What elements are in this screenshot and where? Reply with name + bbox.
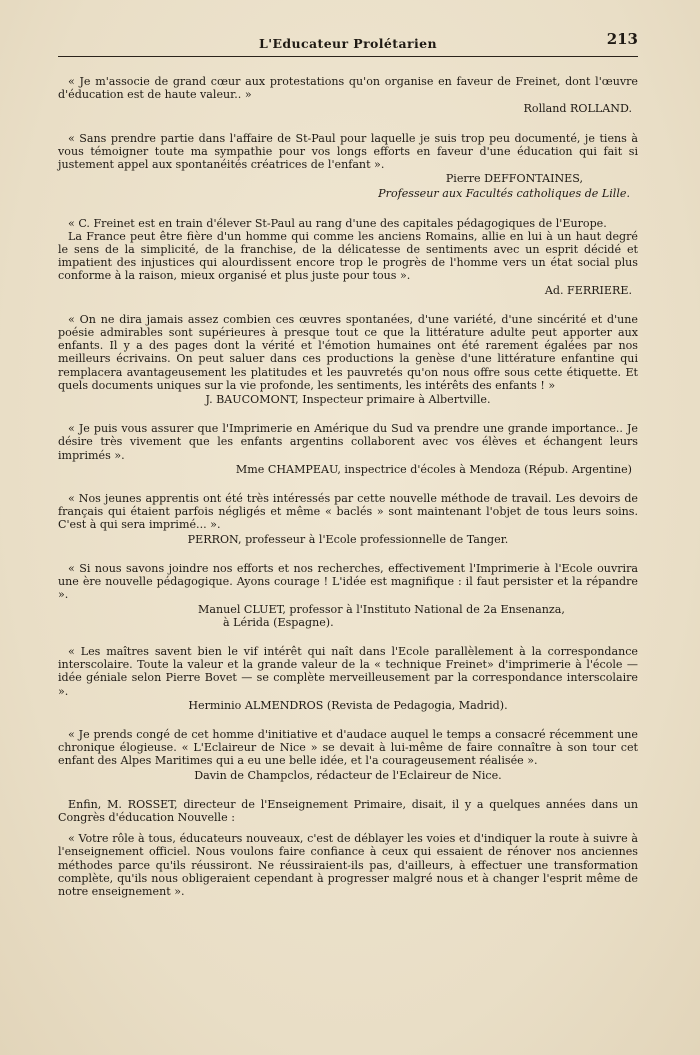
quote-text: « Je puis vous assurer que l'Imprimerie en Amérique du Sud va prendre une grande importance.. Je désire très vivement que les enfants argentins collaborent avec vos élèves et échangent leurs imprimés ». — [58, 422, 638, 462]
signature: Herminio ALMENDROS (Revista de Pedagogia, Madrid). — [188, 698, 508, 712]
closing-quote: « Votre rôle à tous, éducateurs nouveaux, c'est de déblayer les voies et d'indiquer la route à suivre à l'enseignement officiel. Nous voulons faire confiance à ceux qui essaient de rénover nos anciennes méthodes parce qu'ils réussiront. Ne réussiraient-ils pas, d'ailleurs, à effectuer une transformation complète, qu'ils nous obligeraient cependant à progresser malgré nous et à changer l'esprit même de notre enseignement ». — [58, 832, 638, 898]
testimony-rolland — [58, 75, 638, 116]
testimony-deffontaines — [58, 132, 638, 201]
quote-text: « On ne dira jamais assez combien ces œuvres spontanées, d'une variété, d'une sincérité et d'une poésie admirables sont supérieures à presque tout ce que la littérature adulte peut apporter aux enfants. Il y a des pages dont la vérité et l'émotion humaines ont été rarement égalées par nos meilleurs écrivains. On peut saluer dans ces productions la genèse d'une littérature enfantine qui remplacera avantageusement les platitudes et les pauvretés qu'on nous offre sous cette étiquette. Et quels documents uniques sur la vie profonde, les sentiments, les intérêts des enfants ! » — [58, 312, 638, 392]
page-number: 213 — [606, 30, 638, 48]
testimony-cluet — [58, 562, 638, 629]
quote-text: « Si nous savons joindre nos efforts et nos recherches, effectivement l'Imprimerie à l'Ecole ouvrira une ère nouvelle pédagogique. Ayons courage ! L'idée est magnifique : il faut persister et la répandre ». — [58, 561, 638, 602]
page-header — [58, 26, 638, 57]
testimony-ferriere — [58, 217, 638, 297]
signature: Ad. FERRIERE. — [544, 283, 632, 297]
signature: Davin de Champclos, rédacteur de l'Eclaireur de Nice. — [194, 768, 502, 782]
testimony-champeau — [58, 422, 638, 476]
testimony-perron — [58, 492, 638, 546]
signature: J. BAUCOMONT, Inspecteur primaire à Albertville. — [205, 393, 491, 407]
quote-text: « Les maîtres savent bien le vif intérêt qui naît dans l'Ecole parallèlement à la correspondance interscolaire. Toute la valeur et la grande valeur de la « technique Freinet» d'imprimerie à l'école — idée géniale selon Pierre Bovet — se complète merveilleusement par la correspondance interscolaire ». — [58, 644, 638, 698]
signature: Pierre DEFFONTAINES, — [445, 172, 583, 186]
running-head: L'Educateur Prolétarien — [259, 36, 437, 51]
quote-text-continued: La France peut être fière d'un homme qui comme les anciens Romains, allie en lui à un haut degré le sens de la simplicité, de la franchise, de la délicatesse de sentiments avec un esprit décidé et impatient des injustices qui alourdissent encore trop le progrès de l'homme vers un état social plus conforme à la raison, mieux organisé et plus juste pour tous ». — [58, 229, 638, 283]
quote-text: « Je m'associe de grand cœur aux protestations qu'on organise en faveur de Freinet, dont l'œuvre d'éducation est de haute valeur.. » — [58, 75, 638, 102]
signature: Manuel CLUET, professor à l'Instituto National de 2a Ensenanza, — [198, 602, 565, 616]
quote-text: « Je prends congé de cet homme d'initiative et d'audace auquel le temps a consacré récemment une chronique élogieuse. « L'Eclaireur de Nice » se devait à lui-même de faire connaître à son tour cet enfant des Alpes Maritimes qui a eu une belle idée, et l'a courageusement réalisée ». — [58, 727, 638, 768]
signature: PERRON, professeur à l'Ecole professionnelle de Tanger. — [187, 532, 509, 546]
signature-title: Professeur aux Facultés catholiques de Lille. — [378, 187, 630, 201]
quote-text: « Nos jeunes apprentis ont été très intéressés par cette nouvelle méthode de travail. Les devoirs de français qui étaient parfois négligés et même « baclés » sont maintenant l'objet de tous leurs soins. C'est à qui sera imprimé... ». — [58, 492, 638, 532]
testimony-almendros — [58, 645, 638, 712]
signature: Mme CHAMPEAU, inspectrice d'écoles à Mendoza (Répub. Argentine) — [235, 462, 632, 476]
closing-intro: Enfin, M. ROSSET, directeur de l'Enseignement Primaire, disait, il y a quelques années dans un Congrès d'éducation Nouvelle : — [58, 797, 638, 824]
signature: Rolland ROLLAND. — [523, 102, 632, 116]
testimony-baucomont — [58, 313, 638, 406]
page-body — [58, 75, 638, 898]
quote-text: « Sans prendre partie dans l'affaire de St-Paul pour laquelle je suis trop peu documenté, je tiens à vous témoigner toute ma sympathie pour vos longs efforts en faveur d'une éducation qui fait si justement appel aux spontanéités créatrices de l'enfant ». — [58, 131, 638, 172]
quote-text: « C. Freinet est en train d'élever St-Paul au rang d'une des capitales pédagogiques de l'Europe. — [68, 216, 607, 230]
signature-location: à Lérida (Espagne). — [223, 615, 334, 629]
testimony-davin — [58, 728, 638, 782]
closing-section — [58, 798, 638, 898]
